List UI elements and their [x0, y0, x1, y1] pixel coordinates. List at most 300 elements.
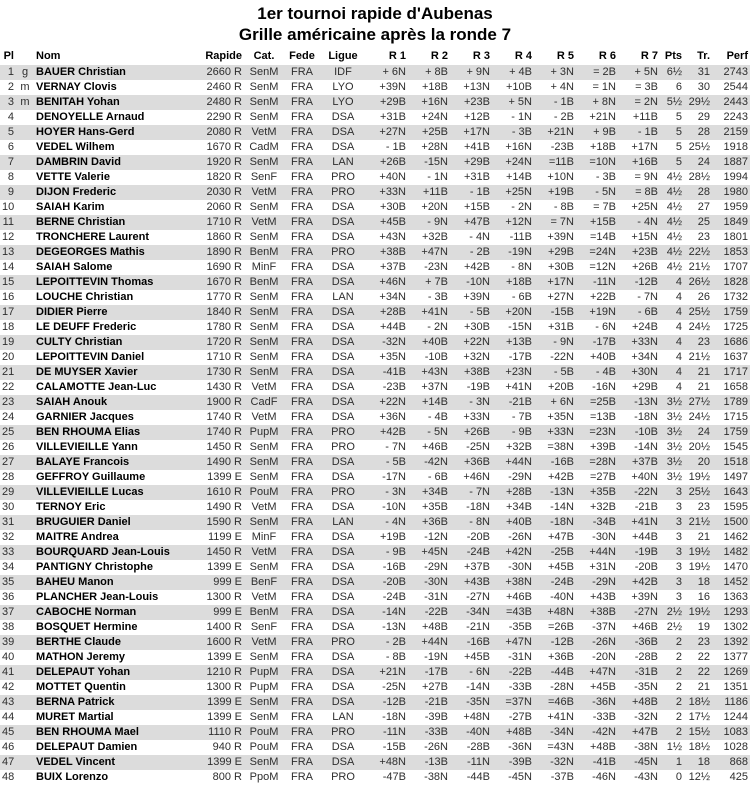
- performance-cell: 1518: [712, 455, 750, 470]
- category-cell: SenM: [249, 561, 279, 573]
- round-7-result-cell: -10B: [618, 425, 660, 440]
- table-row: [0, 230, 750, 245]
- points-cell: 3: [660, 485, 684, 500]
- federation-cell: FRA: [284, 665, 320, 680]
- table-row: [0, 365, 750, 380]
- table-row: [0, 110, 750, 125]
- round-1-result-cell: -14N: [366, 605, 408, 620]
- round-1-result-cell: +43N: [379, 231, 406, 243]
- round-3-result-cell: +12B: [464, 111, 490, 123]
- round-5-result-cell: -22N: [550, 351, 574, 363]
- tiebreak-cell: 12½: [688, 771, 710, 783]
- round-4-result-cell: -45N: [508, 771, 532, 783]
- points-cell: 4½: [660, 245, 684, 260]
- points-cell: 3½: [660, 455, 684, 470]
- league-cell: DSA: [331, 591, 355, 603]
- round-6-result-cell: +39B: [590, 441, 616, 453]
- round-3-result-cell: -21N: [466, 621, 490, 633]
- round-7-result-cell: +26B: [632, 261, 658, 273]
- fide-title-cell: [16, 650, 34, 665]
- player-name-cell: LOUCHE Christian: [36, 291, 134, 303]
- table-row: [0, 725, 750, 740]
- points-cell: 2: [675, 711, 682, 723]
- fide-title-cell: [16, 695, 34, 710]
- fide-title-cell: [16, 560, 34, 575]
- round-6-result-cell: - 6N: [595, 321, 616, 333]
- player-name-cell: VEDEL Vincent: [34, 755, 182, 770]
- round-4-result-cell: +23N: [492, 365, 534, 380]
- round-6-result-cell: +31N: [589, 561, 616, 573]
- round-1-result-cell: +38B: [366, 245, 408, 260]
- points-cell: 3: [660, 545, 684, 560]
- round-4-result-cell: +10B: [506, 81, 532, 93]
- round-5-result-cell: +39N: [547, 231, 574, 243]
- round-3-result-cell: +42B: [464, 261, 490, 273]
- round-1-result-cell: -12B: [366, 695, 408, 710]
- col-header-round-2: R 2: [430, 50, 448, 62]
- player-name-cell: BAUER Christian: [34, 65, 182, 80]
- round-2-result-cell: -12N: [424, 531, 448, 543]
- category-cell: BenF: [244, 575, 284, 590]
- round-1-result-cell: - 2B: [366, 635, 408, 650]
- league-cell: DSA: [320, 335, 366, 350]
- rating-cell: 1740 R: [182, 425, 244, 440]
- round-4-result-cell: +40B: [492, 515, 534, 530]
- federation-cell: FRA: [291, 591, 313, 603]
- round-3-result-cell: +47B: [450, 215, 492, 230]
- round-4-result-cell: +28B: [492, 485, 534, 500]
- rating-cell: 1690 R: [206, 261, 242, 273]
- round-1-result-cell: - 3N: [366, 485, 408, 500]
- player-name-cell: HOYER Hans-Gerd: [34, 125, 182, 140]
- performance-cell: 868: [712, 755, 750, 770]
- round-6-result-cell: =12N: [589, 261, 616, 273]
- round-5-result-cell: +30B: [548, 261, 574, 273]
- round-7-result-cell: +17N: [631, 141, 658, 153]
- round-7-result-cell: - 1B: [618, 125, 660, 140]
- points-cell: 2: [660, 665, 684, 680]
- rating-cell: 2290 R: [206, 111, 242, 123]
- round-4-result-cell: -27B: [508, 711, 532, 723]
- round-7-result-cell: -18N: [634, 411, 658, 423]
- player-name-cell: VETTE Valerie: [36, 171, 110, 183]
- federation-cell: FRA: [291, 201, 313, 213]
- rank-cell: 37: [2, 606, 15, 618]
- round-4-result-cell: +18B: [492, 275, 534, 290]
- points-cell: 5½: [660, 95, 684, 110]
- rating-cell: 1399 E: [207, 561, 242, 573]
- fide-title-cell: [16, 140, 34, 155]
- fide-title-cell: [16, 380, 34, 395]
- round-2-result-cell: +14B: [408, 395, 450, 410]
- league-cell: DSA: [331, 321, 355, 333]
- round-1-result-cell: -16B: [382, 561, 406, 573]
- fide-title-cell: [16, 710, 34, 725]
- federation-cell: FRA: [284, 365, 320, 380]
- rating-cell: 1199 E: [207, 531, 242, 543]
- round-7-result-cell: +30N: [618, 365, 660, 380]
- category-cell: VetM: [244, 545, 284, 560]
- page-title: [0, 0, 750, 45]
- player-name-cell: BERNA Patrick: [34, 695, 182, 710]
- federation-cell: FRA: [284, 95, 320, 110]
- table-row: [0, 320, 750, 335]
- tiebreak-cell: 26½: [684, 275, 712, 290]
- round-4-result-cell: +16N: [505, 141, 532, 153]
- table-row: [0, 395, 750, 410]
- rating-cell: 1740 R: [206, 411, 242, 423]
- round-5-result-cell: +42B: [548, 471, 574, 483]
- league-cell: PRO: [320, 635, 366, 650]
- round-2-result-cell: -22B: [408, 605, 450, 620]
- fide-title-cell: [16, 770, 34, 785]
- round-2-result-cell: +46B: [422, 441, 448, 453]
- col-header-round-5: R 5: [556, 50, 574, 62]
- tiebreak-cell: 21: [697, 681, 710, 693]
- round-3-result-cell: +33N: [463, 411, 490, 423]
- player-name-cell: BERNE Christian: [34, 215, 182, 230]
- category-cell: SenM: [244, 515, 284, 530]
- category-cell: SenM: [249, 651, 279, 663]
- category-cell: SenM: [244, 365, 284, 380]
- rank-cell: 22: [2, 381, 15, 393]
- points-cell: 4½: [666, 201, 682, 213]
- federation-cell: FRA: [284, 485, 320, 500]
- round-4-result-cell: =43B: [492, 605, 534, 620]
- league-cell: DSA: [331, 351, 355, 363]
- round-1-result-cell: - 7N: [385, 441, 406, 453]
- league-cell: DSA: [331, 141, 355, 153]
- round-5-result-cell: -28N: [550, 681, 574, 693]
- round-4-result-cell: -17B: [508, 351, 532, 363]
- round-1-result-cell: -17N: [382, 471, 406, 483]
- round-6-result-cell: +32B: [590, 501, 616, 513]
- fide-title-cell: [16, 620, 34, 635]
- performance-cell: 1363: [723, 591, 748, 603]
- tiebreak-cell: 24: [684, 155, 712, 170]
- category-cell: VetM: [244, 125, 284, 140]
- round-4-result-cell: - 1N: [511, 111, 532, 123]
- round-6-result-cell: = 1N: [592, 81, 616, 93]
- round-5-result-cell: +27N: [547, 291, 574, 303]
- rating-cell: 1450 R: [182, 545, 244, 560]
- round-4-result-cell: - 7B: [511, 411, 532, 423]
- round-3-result-cell: -27N: [466, 591, 490, 603]
- round-2-result-cell: +20N: [421, 201, 448, 213]
- rating-cell: 1710 R: [182, 215, 244, 230]
- round-4-result-cell: -22B: [492, 665, 534, 680]
- fide-title-cell: [16, 215, 34, 230]
- rank-cell: 4: [7, 111, 14, 123]
- league-cell: DSA: [331, 201, 355, 213]
- round-1-result-cell: +48N: [366, 755, 408, 770]
- round-7-result-cell: -22N: [618, 485, 660, 500]
- round-5-result-cell: =43N: [547, 741, 574, 753]
- league-cell: DSA: [331, 501, 355, 513]
- round-7-result-cell: +33N: [618, 335, 660, 350]
- table-row: [0, 410, 750, 425]
- category-cell: SenM: [244, 95, 284, 110]
- round-6-result-cell: -29N: [576, 575, 618, 590]
- performance-cell: 1482: [712, 545, 750, 560]
- rank-cell: 5: [0, 125, 16, 140]
- round-4-result-cell: +32B: [506, 441, 532, 453]
- round-2-result-cell: -39B: [424, 711, 448, 723]
- round-4-result-cell: -31N: [508, 651, 532, 663]
- fide-title-cell: [16, 440, 34, 455]
- tiebreak-cell: 31: [684, 65, 712, 80]
- round-2-result-cell: + 7B: [408, 275, 450, 290]
- round-7-result-cell: +44B: [632, 531, 658, 543]
- table-row: [0, 350, 750, 365]
- category-cell: SenM: [244, 455, 284, 470]
- tiebreak-cell: 23: [697, 501, 710, 513]
- round-3-result-cell: +23B: [450, 95, 492, 110]
- round-7-result-cell: -14N: [634, 441, 658, 453]
- round-4-result-cell: -15N: [508, 321, 532, 333]
- round-7-result-cell: - 4N: [618, 215, 660, 230]
- player-name-cell: MAITRE Andrea: [36, 531, 119, 543]
- round-1-result-cell: - 8B: [385, 651, 406, 663]
- table-row: [0, 170, 750, 185]
- points-cell: 3: [675, 591, 682, 603]
- rating-cell: 1670 R: [206, 141, 242, 153]
- tiebreak-cell: 21: [684, 365, 712, 380]
- rating-cell: 1490 R: [182, 455, 244, 470]
- points-cell: 4½: [660, 215, 684, 230]
- category-cell: SenM: [249, 441, 279, 453]
- performance-cell: 1686: [712, 335, 750, 350]
- round-2-result-cell: +36B: [408, 515, 450, 530]
- points-cell: 4½: [666, 171, 682, 183]
- player-name-cell: MATHON Jeremy: [36, 651, 126, 663]
- round-3-result-cell: -28B: [466, 741, 490, 753]
- rating-cell: 1710 R: [206, 351, 242, 363]
- round-7-result-cell: +47B: [618, 725, 660, 740]
- rank-cell: 16: [2, 291, 15, 303]
- round-6-result-cell: -17B: [576, 335, 618, 350]
- rating-cell: 1860 R: [206, 231, 242, 243]
- points-cell: 5: [675, 141, 682, 153]
- round-2-result-cell: -38N: [424, 771, 448, 783]
- rank-cell: 30: [2, 501, 15, 513]
- league-cell: PRO: [320, 185, 366, 200]
- fide-title-cell: [16, 320, 34, 335]
- performance-cell: 1293: [712, 605, 750, 620]
- round-4-result-cell: +44N: [492, 455, 534, 470]
- performance-cell: 2159: [712, 125, 750, 140]
- round-4-result-cell: -29N: [508, 471, 532, 483]
- category-cell: CadF: [244, 395, 284, 410]
- rank-cell: 24: [2, 411, 15, 423]
- rating-cell: 940 R: [212, 741, 242, 753]
- round-3-result-cell: +45B: [464, 651, 490, 663]
- fide-title-cell: [16, 590, 34, 605]
- round-1-result-cell: -18N: [382, 711, 406, 723]
- player-name-cell: BUIX Lorenzo: [36, 771, 109, 783]
- header-row: [0, 49, 750, 65]
- player-name-cell: CULTY Christian: [34, 335, 182, 350]
- tiebreak-cell: 28: [684, 125, 712, 140]
- round-6-result-cell: +40B: [590, 351, 616, 363]
- federation-cell: FRA: [291, 501, 313, 513]
- federation-cell: FRA: [284, 125, 320, 140]
- round-7-result-cell: +42B: [618, 575, 660, 590]
- performance-cell: 1887: [712, 155, 750, 170]
- fide-title-cell: [16, 425, 34, 440]
- category-cell: BenM: [244, 275, 284, 290]
- fide-title-cell: [16, 485, 34, 500]
- col-header-category: Cat.: [253, 50, 275, 62]
- round-4-result-cell: +13B: [492, 335, 534, 350]
- rank-cell: 32: [2, 531, 15, 543]
- round-3-result-cell: - 1B: [450, 185, 492, 200]
- league-cell: PRO: [331, 771, 355, 783]
- round-7-result-cell: -43N: [634, 771, 658, 783]
- performance-cell: 1658: [723, 381, 748, 393]
- federation-cell: FRA: [284, 635, 320, 650]
- round-5-result-cell: +45B: [548, 561, 574, 573]
- rating-cell: 1110 R: [182, 725, 244, 740]
- federation-cell: FRA: [291, 711, 313, 723]
- round-4-result-cell: +34B: [506, 501, 532, 513]
- round-5-result-cell: =26B: [548, 621, 574, 633]
- category-cell: SenM: [249, 321, 279, 333]
- tiebreak-cell: 18: [684, 575, 712, 590]
- federation-cell: FRA: [284, 245, 320, 260]
- table-row: [0, 665, 750, 680]
- category-cell: CadM: [249, 141, 279, 153]
- table-row: [0, 140, 750, 155]
- fide-title-cell: [16, 755, 34, 770]
- fide-title-cell: [16, 275, 34, 290]
- table-row: [0, 740, 750, 755]
- player-name-cell: DELEPAUT Yohan: [34, 665, 182, 680]
- round-6-result-cell: +22B: [590, 291, 616, 303]
- round-2-result-cell: -15N: [408, 155, 450, 170]
- federation-cell: FRA: [291, 171, 313, 183]
- round-5-result-cell: +36B: [548, 651, 574, 663]
- round-1-result-cell: +29B: [366, 95, 408, 110]
- tiebreak-cell: 29½: [684, 95, 712, 110]
- category-cell: SenM: [244, 335, 284, 350]
- col-header-performance: Perf: [726, 50, 748, 62]
- rank-cell: 8: [7, 171, 14, 183]
- round-4-result-cell: +20N: [492, 305, 534, 320]
- rating-cell: 1399 E: [207, 711, 242, 723]
- round-4-result-cell: -36N: [508, 741, 532, 753]
- performance-cell: 1470: [723, 561, 748, 573]
- round-2-result-cell: - 9N: [408, 215, 450, 230]
- round-2-result-cell: - 6B: [427, 471, 448, 483]
- round-2-result-cell: +28N: [421, 141, 448, 153]
- round-5-result-cell: + 4N: [550, 81, 574, 93]
- federation-cell: FRA: [291, 561, 313, 573]
- category-cell: VetM: [251, 381, 277, 393]
- round-6-result-cell: =14B: [590, 231, 616, 243]
- rating-cell: 1300 R: [206, 681, 242, 693]
- rank-cell: 43: [2, 696, 15, 708]
- col-header-rating: Rapide: [205, 50, 242, 62]
- player-name-cell: SAIAH Karim: [36, 201, 105, 213]
- round-1-result-cell: +34N: [379, 291, 406, 303]
- round-7-result-cell: - 6B: [618, 305, 660, 320]
- round-2-result-cell: +47N: [408, 245, 450, 260]
- round-5-result-cell: - 5B: [534, 365, 576, 380]
- round-1-result-cell: +19B: [380, 531, 406, 543]
- points-cell: 3: [675, 501, 682, 513]
- player-name-cell: DAMBRIN David: [34, 155, 182, 170]
- fide-title-cell: [16, 125, 34, 140]
- round-1-result-cell: - 1B: [385, 141, 406, 153]
- player-name-cell: DIJON Frederic: [34, 185, 182, 200]
- player-name-cell: BOSQUET Hermine: [36, 621, 138, 633]
- tiebreak-cell: 18½: [688, 741, 710, 753]
- round-7-result-cell: +39N: [631, 591, 658, 603]
- league-cell: DSA: [320, 605, 366, 620]
- round-5-result-cell: -25B: [534, 545, 576, 560]
- round-6-result-cell: +19N: [576, 305, 618, 320]
- round-1-result-cell: +22N: [366, 395, 408, 410]
- round-3-result-cell: -44B: [466, 771, 490, 783]
- rating-cell: 2030 R: [182, 185, 244, 200]
- league-cell: DSA: [320, 455, 366, 470]
- category-cell: MinF: [251, 261, 277, 273]
- tiebreak-cell: 29: [697, 111, 710, 123]
- round-2-result-cell: +24N: [421, 111, 448, 123]
- round-1-result-cell: +46N: [366, 275, 408, 290]
- player-name-cell: VILLEVIEILLE Yann: [36, 441, 138, 453]
- performance-cell: 2743: [712, 65, 750, 80]
- round-6-result-cell: -26N: [576, 635, 618, 650]
- performance-cell: 1269: [712, 665, 750, 680]
- round-5-result-cell: +41N: [547, 711, 574, 723]
- round-4-result-cell: +41N: [505, 381, 532, 393]
- round-1-result-cell: + 6N: [366, 65, 408, 80]
- round-2-result-cell: -21B: [408, 695, 450, 710]
- table-row: [0, 680, 750, 695]
- fide-title-cell: [16, 470, 34, 485]
- round-2-result-cell: +25B: [408, 125, 450, 140]
- round-7-result-cell: + 5N: [618, 65, 660, 80]
- rating-cell: 800 R: [212, 771, 242, 783]
- league-cell: DSA: [320, 695, 366, 710]
- table-row: [0, 485, 750, 500]
- performance-cell: 1994: [723, 171, 748, 183]
- category-cell: VetM: [244, 185, 284, 200]
- round-2-result-cell: -26N: [424, 741, 448, 753]
- points-cell: 4: [660, 335, 684, 350]
- federation-cell: FRA: [291, 651, 313, 663]
- rank-cell: 12: [2, 231, 15, 243]
- col-header-points: Pts: [664, 50, 682, 62]
- tiebreak-cell: 24½: [688, 321, 710, 333]
- tiebreak-cell: 18: [684, 755, 712, 770]
- round-3-result-cell: -40N: [450, 725, 492, 740]
- round-6-result-cell: =23N: [576, 425, 618, 440]
- category-cell: SenM: [244, 695, 284, 710]
- round-7-result-cell: +37B: [618, 455, 660, 470]
- league-cell: DSA: [331, 411, 355, 423]
- federation-cell: FRA: [291, 141, 313, 153]
- rating-cell: 1890 R: [182, 245, 244, 260]
- round-1-result-cell: -10N: [382, 501, 406, 513]
- round-7-result-cell: -12B: [618, 275, 660, 290]
- rating-cell: 1840 R: [182, 305, 244, 320]
- rank-cell: 35: [2, 576, 15, 588]
- round-4-result-cell: -30N: [508, 561, 532, 573]
- performance-cell: 1637: [723, 351, 748, 363]
